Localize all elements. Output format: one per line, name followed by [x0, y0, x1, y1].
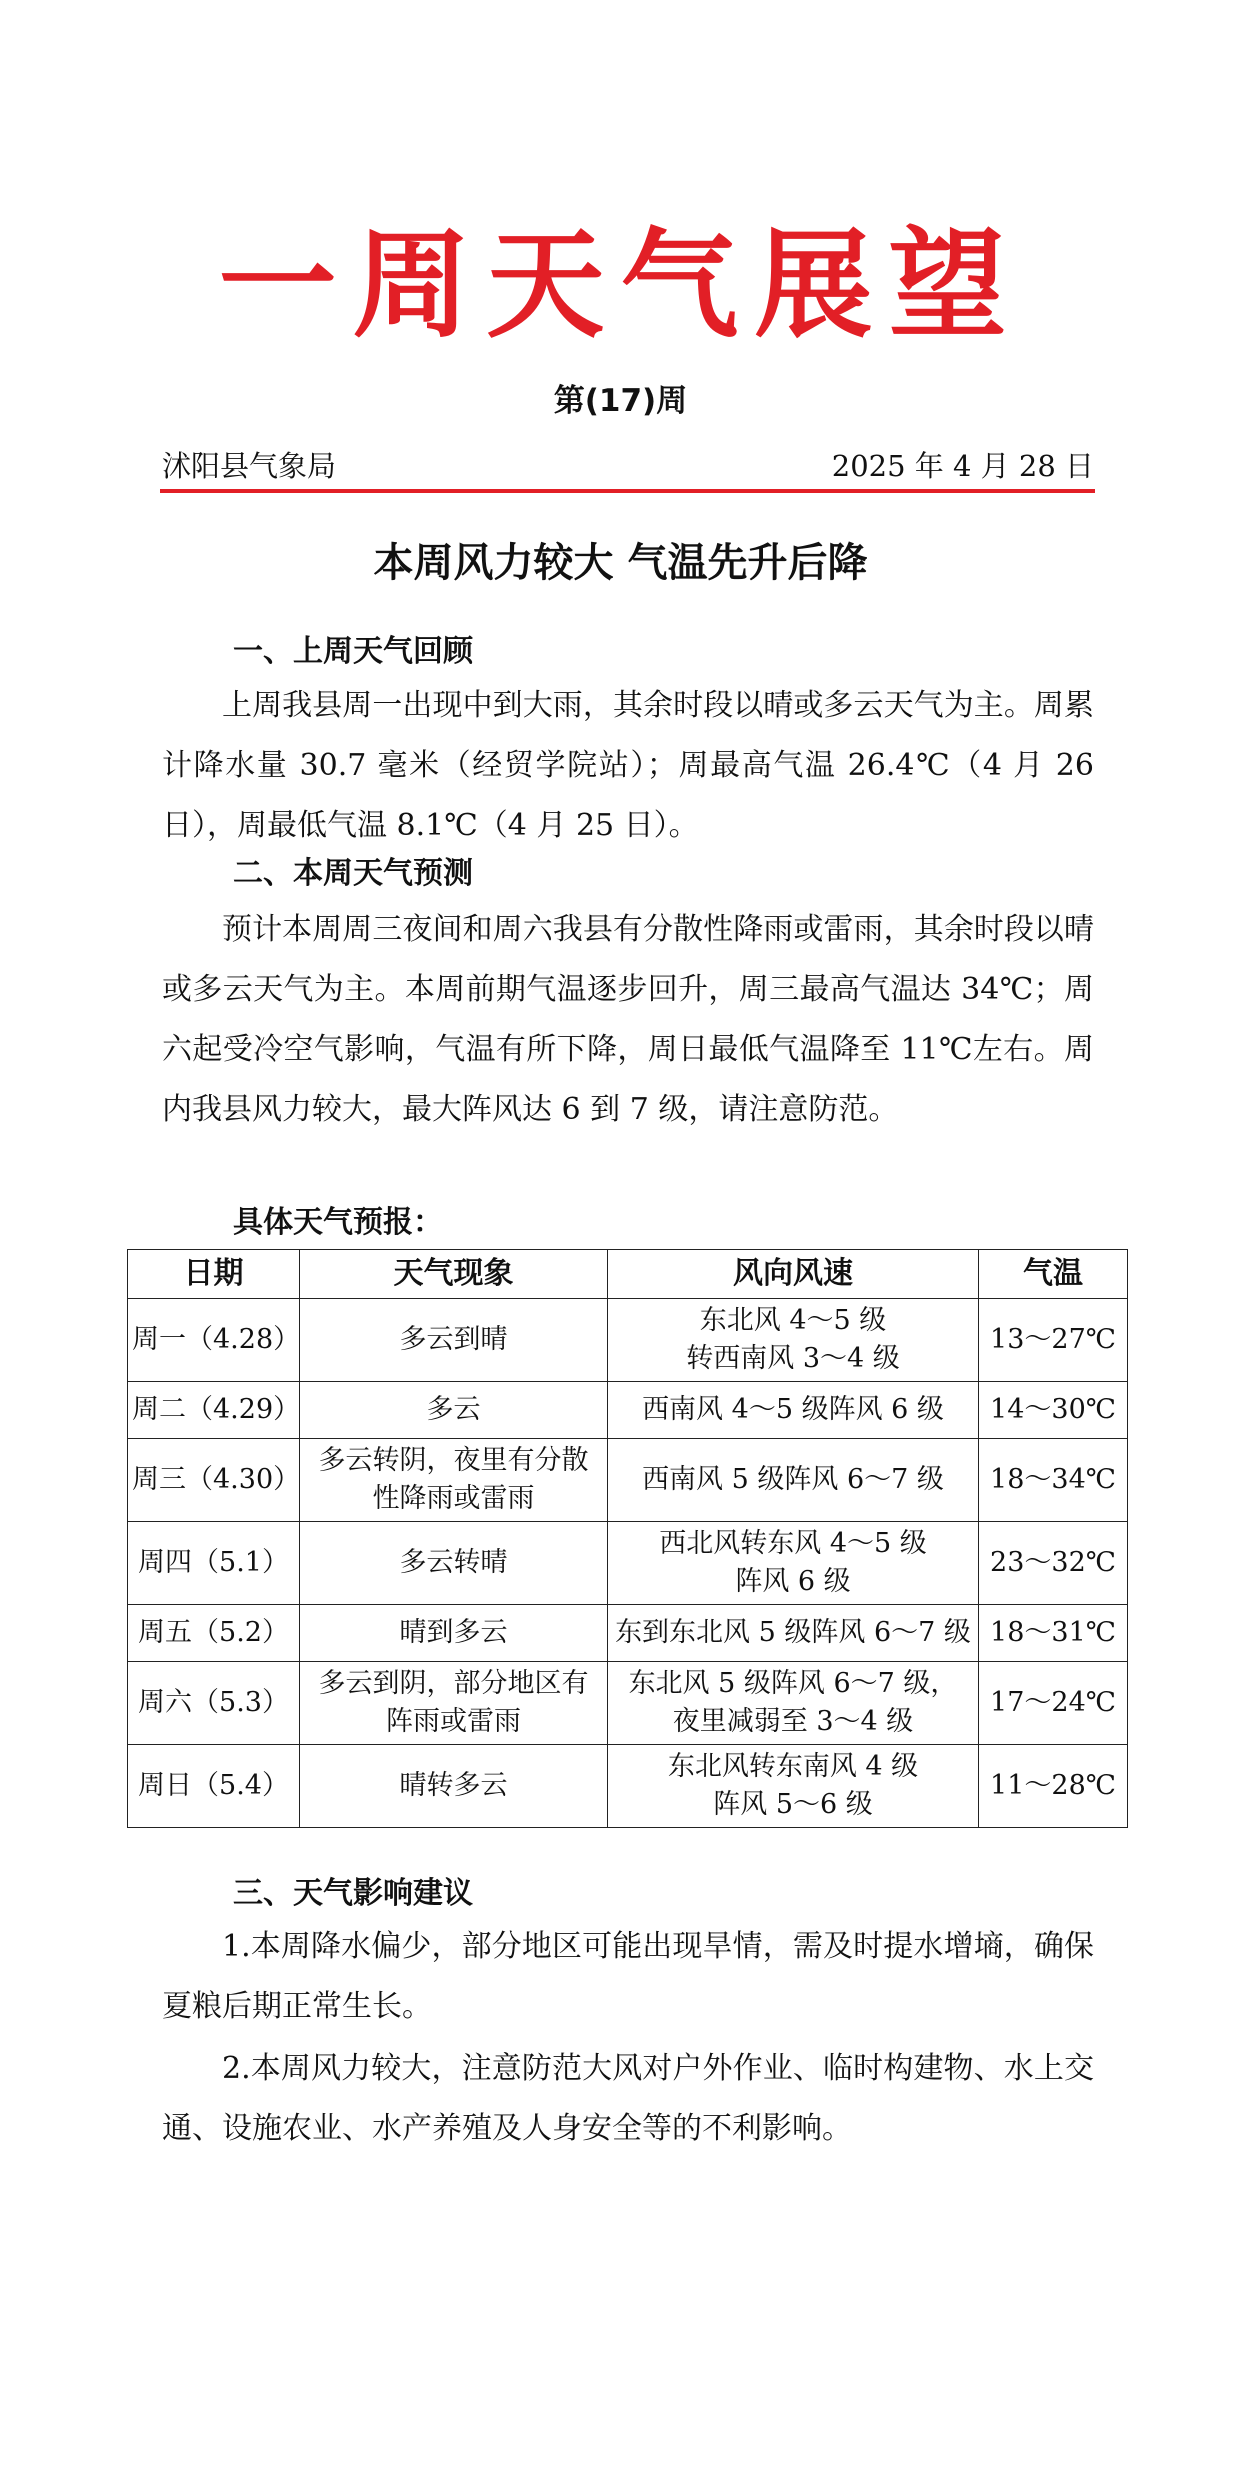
row-wind [608, 1382, 979, 1439]
row-weather [300, 1745, 608, 1828]
row-date: 周二（4.29） [128, 1382, 300, 1439]
wind-line: 东北风 5 级阵风 6～7 级， [628, 1668, 958, 1699]
bulletin-header [162, 446, 1094, 486]
wind-line: 东到东北风 5 级阵风 6～7 级 [615, 1617, 971, 1648]
table-header-row [128, 1250, 1128, 1299]
advice-item: 2.本周风力较大，注意防范大风对户外作业、临时构建物、水上交通、设施农业、水产养殖及人身安全等的不利影响。 [162, 2051, 1094, 2146]
table-row [128, 1439, 1128, 1522]
table-row [128, 1382, 1128, 1439]
row-wind [608, 1662, 979, 1745]
row-temp: 23～32℃ [979, 1522, 1128, 1605]
wind-line: 阵风 6 级 [735, 1566, 851, 1597]
table-caption: 具体天气预报： [233, 1205, 443, 1240]
forecast-table [127, 1249, 1128, 1828]
table-row [128, 1745, 1128, 1828]
weather-line: 阵雨或雷雨 [386, 1706, 521, 1737]
row-temp: 18～31℃ [979, 1605, 1128, 1662]
row-weather [300, 1605, 608, 1662]
issue-number: 第(17)周 [553, 383, 688, 419]
advice-item: 1.本周降水偏少，部分地区可能出现旱情，需及时提水增墒，确保夏粮后期正常生长。 [162, 1929, 1094, 2024]
wind-line: 西南风 4～5 级阵风 6 级 [642, 1394, 944, 1425]
table-row [128, 1662, 1128, 1745]
row-temp: 11～28℃ [979, 1745, 1128, 1828]
row-weather [300, 1522, 608, 1605]
row-weather [300, 1439, 608, 1522]
row-wind [608, 1439, 979, 1522]
weather-line: 多云到阴，部分地区有 [318, 1668, 589, 1699]
row-temp: 13～27℃ [979, 1299, 1128, 1382]
weather-line: 性降雨或雷雨 [372, 1483, 535, 1514]
forecast-paragraph: 预计本周周三夜间和周六我县有分散性降雨或雷雨，其余时段以晴或多云天气为主。本周前期气温逐步回升，周三最高气温达 34℃；周六起受冷空气影响，气温有所下降，周日最低气温降至 11℃左右。周内我县风力较大，最大阵风达 6 到 7 级，请注意防范。 [162, 912, 1094, 1127]
wind-line: 东北风转东南风 4 级 [667, 1751, 919, 1782]
review-paragraph: 上周我县周一出现中到大雨，其余时段以晴或多云天气为主。周累计降水量 30.7 毫米（经贸学院站）；周最高气温 26.4℃（4 月 26 日），周最低气温 8.1℃（4 月 25 日）。 [162, 688, 1094, 843]
row-temp: 18～34℃ [979, 1439, 1128, 1522]
row-wind [608, 1299, 979, 1382]
row-weather [300, 1299, 608, 1382]
wind-line: 东北风 4～5 级 [699, 1305, 887, 1336]
issuing-org: 沭阳县气象局 [162, 449, 337, 483]
table-row [128, 1299, 1128, 1382]
row-date: 周六（5.3） [128, 1662, 300, 1745]
header-temp: 气温 [979, 1250, 1128, 1299]
header-divider [160, 489, 1095, 493]
header-wind: 风向风速 [608, 1250, 979, 1299]
weather-line: 晴到多云 [399, 1617, 508, 1648]
row-wind [608, 1522, 979, 1605]
section-title-advice: 三、天气影响建议 [233, 1876, 473, 1911]
weather-line: 多云转阴，夜里有分散 [318, 1445, 589, 1476]
weather-line: 多云 [426, 1394, 481, 1425]
section-title-review: 一、上周天气回顾 [233, 634, 473, 669]
issue-date: 2025 年 4 月 28 日 [831, 449, 1094, 483]
row-date: 周三（4.30） [128, 1439, 300, 1522]
weather-line: 多云到晴 [399, 1324, 508, 1355]
headline: 本周风力较大 气温先升后降 [373, 539, 868, 586]
row-date: 周四（5.1） [128, 1522, 300, 1605]
row-wind [608, 1605, 979, 1662]
table-row [128, 1605, 1128, 1662]
row-date: 周日（5.4） [128, 1745, 300, 1828]
row-date: 周五（5.2） [128, 1605, 300, 1662]
header-weather: 天气现象 [300, 1250, 608, 1299]
weather-line: 多云转晴 [399, 1547, 508, 1578]
wind-line: 转西南风 3～4 级 [686, 1343, 900, 1374]
bulletin-title: 一周天气展望 [218, 215, 1023, 354]
row-temp: 14～30℃ [979, 1382, 1128, 1439]
section-title-forecast: 二、本周天气预测 [233, 856, 473, 891]
row-temp: 17～24℃ [979, 1662, 1128, 1745]
wind-line: 西北风转东风 4～5 级 [659, 1528, 927, 1559]
table-row [128, 1522, 1128, 1605]
weather-line: 晴转多云 [399, 1770, 508, 1801]
row-weather [300, 1662, 608, 1745]
wind-line: 西南风 5 级阵风 6～7 级 [642, 1464, 944, 1495]
wind-line: 阵风 5～6 级 [713, 1789, 873, 1820]
header-date: 日期 [128, 1250, 300, 1299]
row-weather [300, 1382, 608, 1439]
wind-line: 夜里减弱至 3～4 级 [672, 1706, 914, 1737]
row-wind [608, 1745, 979, 1828]
row-date: 周一（4.28） [128, 1299, 300, 1382]
